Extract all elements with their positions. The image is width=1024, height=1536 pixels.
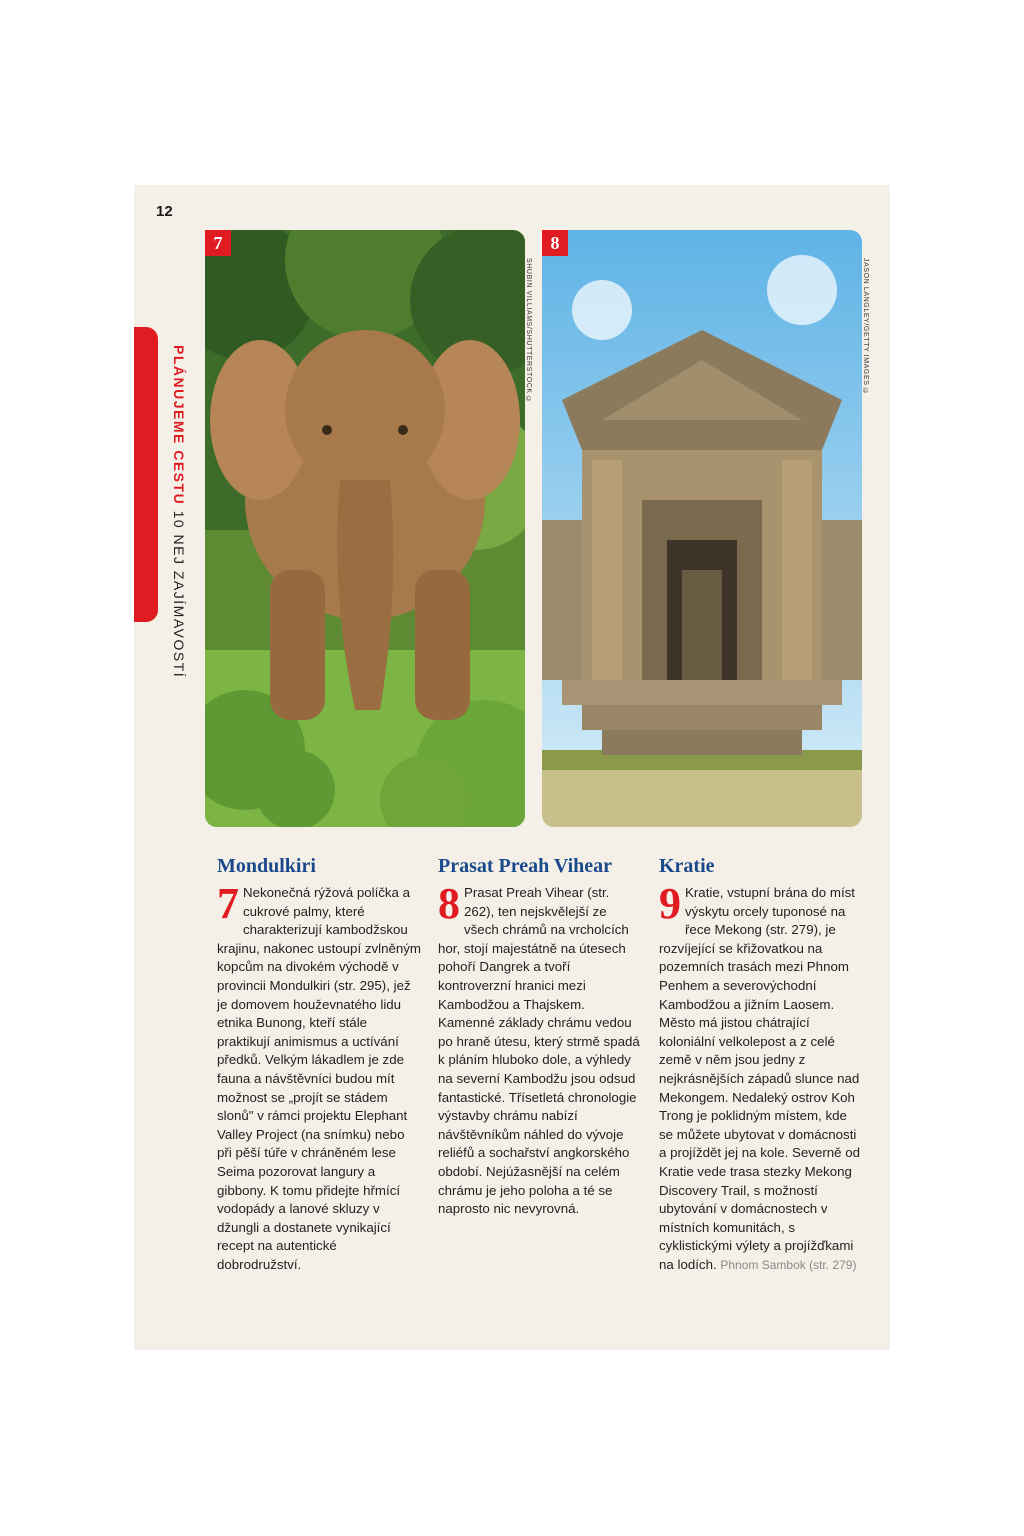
photo-caption: Phnom Sambok (str. 279) xyxy=(720,1257,857,1272)
article-number: 7 xyxy=(217,879,239,928)
article-number: 8 xyxy=(438,879,460,928)
article-title: Kratie xyxy=(659,855,715,877)
temple-photo xyxy=(542,230,862,827)
photo-7-badge: 7 xyxy=(205,230,231,256)
article-text: Prasat Preah Vihear (str. 262), ten nejskvělejší ze všech chrámů na vrcholcích hor, stojí majestátně na útesech pohoří Dangrek a tvoří kontroverzní hranici mezi Kambodžou a Thajskem. Kamenné základy chrámu vedou po hraně útesu, který strmě spadá k pláním hluboko dole, a výhledy na severní Kambodžu jsou odsud fantastické. Třísetletá chronologie výstavby chrámu nabízí návštěvníkům náhled do vývoje reliéfů a sochařství angkorského období. Nejúžasnější na celém chrámu je jeho poloha a té se naprosto nic nevyrovná. xyxy=(438,885,640,1217)
page-number: 12 xyxy=(156,203,173,220)
article-number: 9 xyxy=(659,879,681,928)
photo-8-credit: JASON LANGLEY/GETTY IMAGES © xyxy=(862,258,869,396)
article-text: Nekonečná rýžová políčka a cukrové palmy, které charakterizují kambodžskou krajinu, nakonec ustoupí zvlněným kopcům na divokém východě v provincii Mondulkiri (str. 295), jež je domovem houževnatého lidu etnika Bunong, kteří stále praktikují animismus a uctívání předků. Velkým lákadlem je zde fauna a návštěvníci budou mít možnost se „projít se stádem slonů" v rámci projektu Elephant Valley Project (na snímku) nebo při pěší túře v chráněném lese Seima pozorovat langury a gibbony. K tomu přidejte hřmící vodopády a lanové skluzy v džungli a dostanete vynikající recept na autentické dobrodružství. xyxy=(217,885,421,1272)
article-text: Kratie, vstupní brána do míst výskytu orcely tuponosé na řece Mekong (str. 279), je rozvíjející se křižovatkou na pozemních trasách mezi Phnom Penhem a severovýchodní Kambodžou a jižním Laosem. Město má jistou chátrající koloniální velkolepost a z celé země v něm jsou jedny z nejkrásnějších západů slunce nad Mekongem. Nedaleký ostrov Koh Trong je poklidným místem, kde se můžete ubytovat v domácnosti a projíždět jej na kole. Severně od Kratie vede trasa stezky Mekong Discovery Trail, s možností ubytování v domácnostech v místních komunitách, s cyklistickými výlety a projížďkami na lodích. xyxy=(659,885,861,1272)
elephant-photo xyxy=(205,230,525,827)
section-tab xyxy=(134,327,158,622)
photo-8-badge: 8 xyxy=(542,230,568,256)
article-mondulkiri xyxy=(217,854,422,1274)
article-body xyxy=(217,879,422,1274)
section-label xyxy=(163,345,187,705)
section-title: PLÁNUJEME CESTU xyxy=(171,345,187,506)
article-body xyxy=(659,879,864,1274)
article-kratie xyxy=(659,854,864,1274)
article-prasat-preah-vihear xyxy=(438,854,643,1219)
photo-7-credit: SHUBIN VILLIAMS/SHUTTERSTOCK © xyxy=(525,258,532,404)
article-body xyxy=(438,879,643,1219)
article-title: Mondulkiri xyxy=(217,855,316,877)
article-title: Prasat Preah Vihear xyxy=(438,855,613,877)
subsection-title: 10 NEJ ZAJÍMAVOSTÍ xyxy=(171,510,187,679)
